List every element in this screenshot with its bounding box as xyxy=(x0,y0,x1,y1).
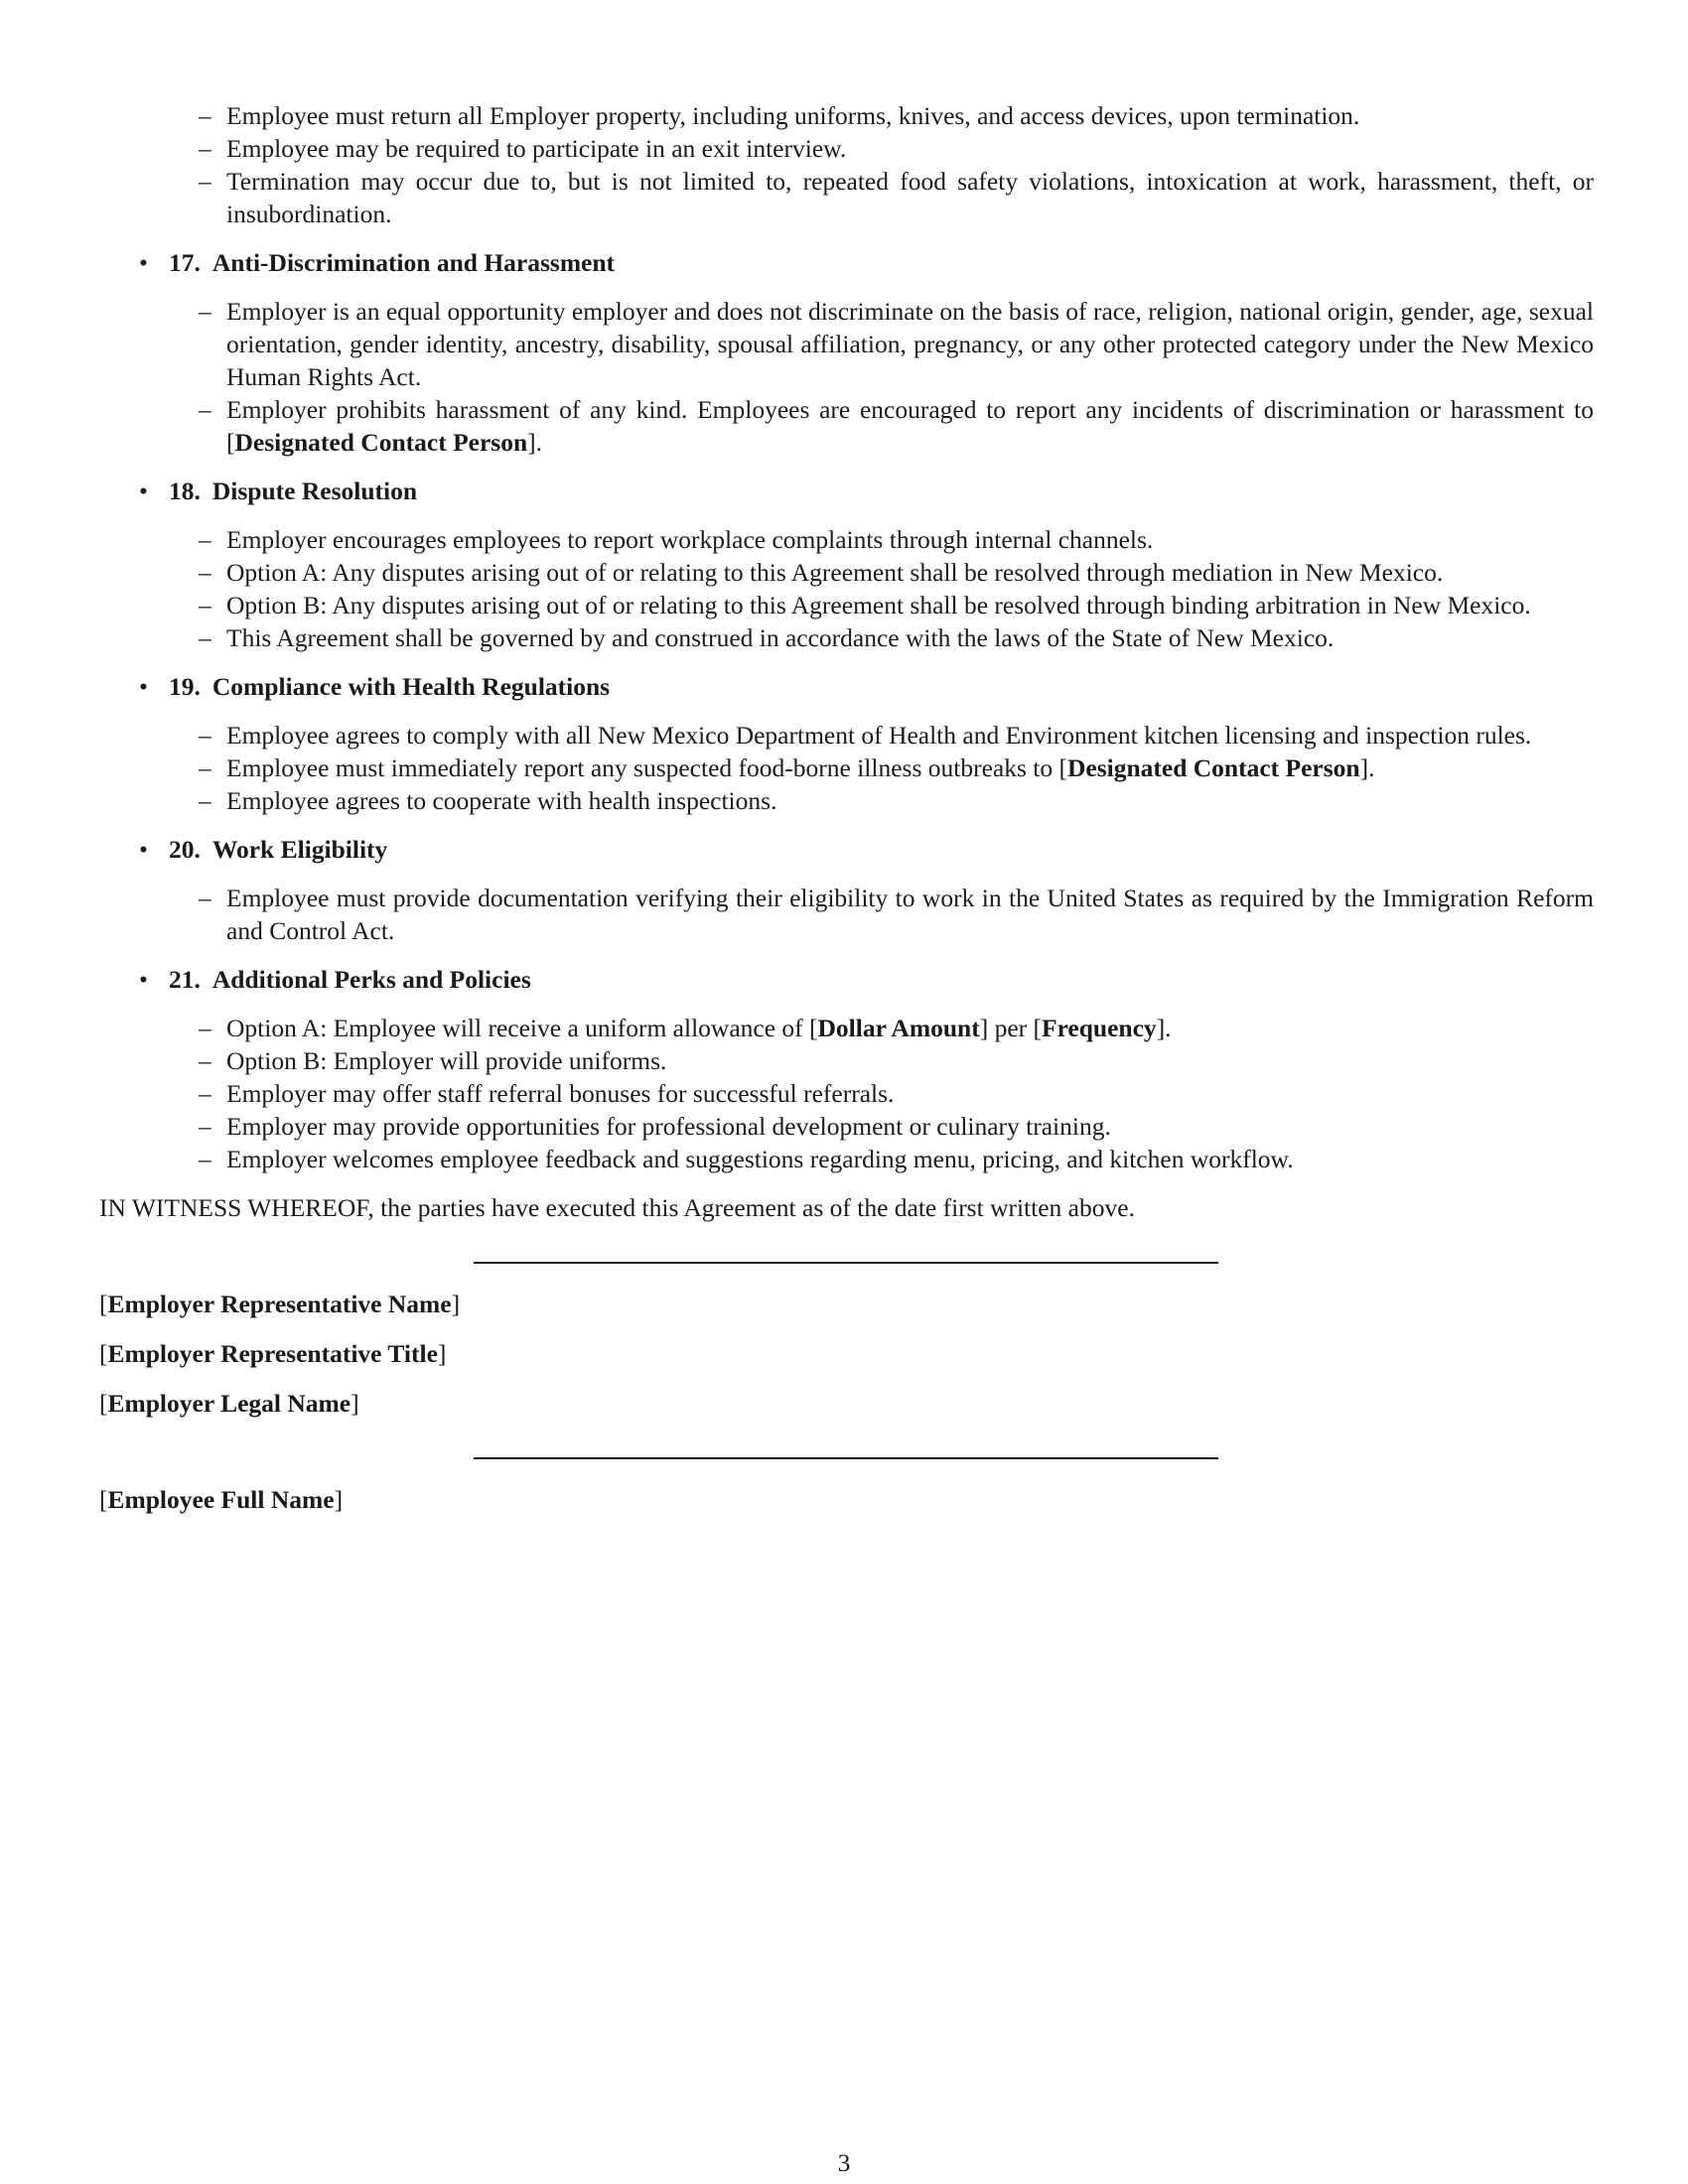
placeholder-field: Designated Contact Person xyxy=(1066,753,1360,782)
section-heading: • 21. Additional Perks and Policies xyxy=(99,963,1594,996)
placeholder-field: Frequency xyxy=(1042,1014,1157,1042)
list-item: – Employer may offer staff referral bonuses for successful referrals. xyxy=(226,1077,1594,1110)
list-item: – Option B: Employer will provide uniforms. xyxy=(226,1044,1594,1077)
witness-statement: IN WITNESS WHEREOF, the parties have executed this Agreement as of the date first written above. xyxy=(99,1193,1135,1222)
employer-representative-name: [Employer Representative Name] xyxy=(99,1290,461,1318)
list-item: – Employee may be required to participate in an exit interview. xyxy=(226,132,1594,165)
employer-representative-title: [Employer Representative Title] xyxy=(99,1339,447,1368)
list-item: – Employee must provide documentation verifying their eligibility to work in the United States as required by the Immigration Reform and Control Act. xyxy=(226,882,1594,947)
employee-signature-line[interactable] xyxy=(474,1457,1218,1459)
page-number: 3 xyxy=(837,2148,851,2177)
list-item: – Employer may provide opportunities for professional development or culinary training. xyxy=(226,1110,1594,1143)
section-heading: • 17. Anti-Discrimination and Harassment xyxy=(99,246,1594,279)
employer-signature-line[interactable] xyxy=(474,1262,1218,1264)
section-heading: • 19. Compliance with Health Regulations xyxy=(99,670,1594,703)
list-item: – Employee agrees to comply with all New Mexico Department of Health and Environment kitchen licensing and inspection rules. xyxy=(226,719,1594,751)
employer-legal-name: [Employer Legal Name] xyxy=(99,1389,359,1418)
employee-full-name: [Employee Full Name] xyxy=(99,1485,344,1514)
list-item: – Employer prohibits harassment of any kind. Employees are encouraged to report any incidents of discrimination or harassment to [Designated Contact Person]. xyxy=(226,393,1594,459)
list-item: – This Agreement shall be governed by and construed in accordance with the laws of the State of New Mexico. xyxy=(226,621,1594,654)
placeholder-field: Dollar Amount xyxy=(817,1014,980,1042)
list-item: – Employee must immediately report any suspected food-borne illness outbreaks to [Designated Contact Person]. xyxy=(226,751,1594,784)
document-page xyxy=(99,99,1594,1516)
list-item: – Employee must return all Employer property, including uniforms, knives, and access devices, upon termination. xyxy=(226,99,1594,132)
list-item: – Employee agrees to cooperate with health inspections. xyxy=(226,784,1594,817)
section-heading: • 18. Dispute Resolution xyxy=(99,475,1594,507)
list-item: – Employer welcomes employee feedback and suggestions regarding menu, pricing, and kitchen workflow. xyxy=(226,1143,1594,1175)
section-21 xyxy=(99,963,1594,1175)
list-item: – Option B: Any disputes arising out of or relating to this Agreement shall be resolved through binding arbitration in New Mexico. xyxy=(226,589,1594,621)
section-17 xyxy=(99,246,1594,459)
list-item: – Employer is an equal opportunity employer and does not discriminate on the basis of race, religion, national origin, gender, age, sexual orientation, gender identity, ancestry, disability, spousal affiliation, pregnancy, or any other protected category under the New Mexico Human Rights Act. xyxy=(226,295,1594,393)
list-item: – Option A: Employee will receive a uniform allowance of [Dollar Amount] per [Frequency]. xyxy=(226,1012,1594,1044)
list-item: – Termination may occur due to, but is not limited to, repeated food safety violations, intoxication at work, harassment, theft, or insubordination. xyxy=(226,165,1594,230)
placeholder-field: Designated Contact Person xyxy=(234,428,528,457)
termination-items xyxy=(99,99,1594,230)
section-18 xyxy=(99,475,1594,654)
list-item: – Employer encourages employees to report workplace complaints through internal channels. xyxy=(226,523,1594,556)
list-item: – Option A: Any disputes arising out of or relating to this Agreement shall be resolved through mediation in New Mexico. xyxy=(226,556,1594,589)
section-19 xyxy=(99,670,1594,817)
section-heading: • 20. Work Eligibility xyxy=(99,833,1594,866)
section-20 xyxy=(99,833,1594,947)
